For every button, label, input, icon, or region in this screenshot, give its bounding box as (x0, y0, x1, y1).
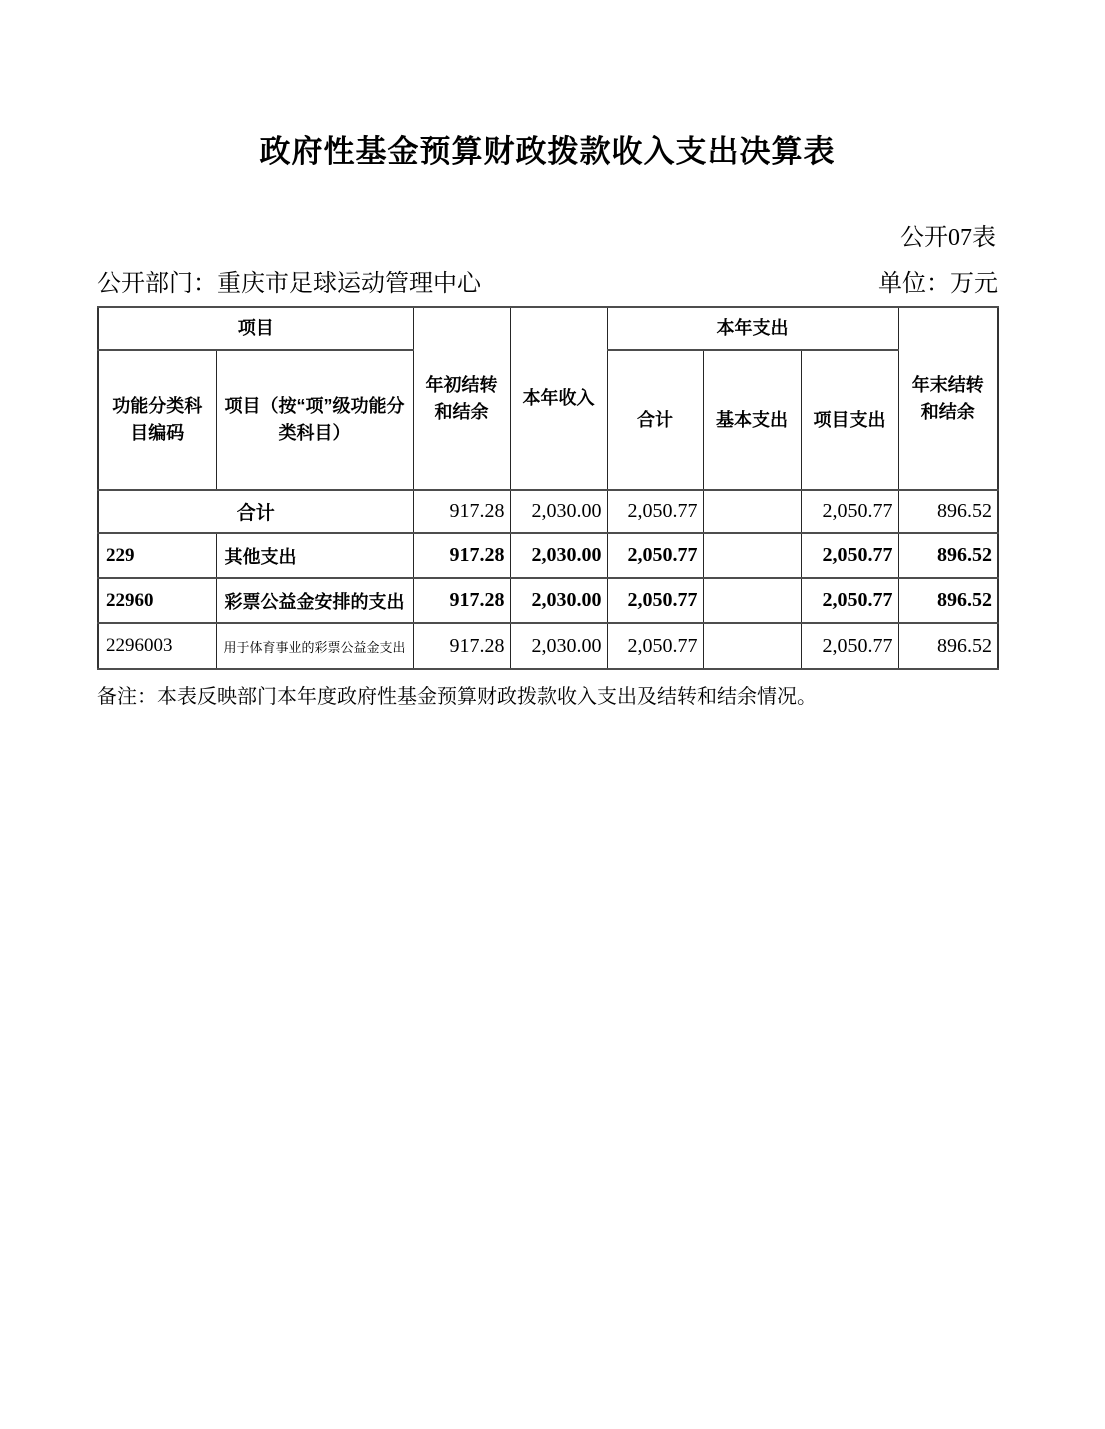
row-opening: 917.28 (413, 578, 510, 623)
header-basic: 基本支出 (703, 350, 801, 490)
header-closing-balance: 年末结转和结余 (898, 307, 998, 490)
header-income: 本年收入 (510, 307, 607, 490)
row-closing: 896.52 (898, 623, 998, 669)
row-closing: 896.52 (898, 578, 998, 623)
row-exp-total: 2,050.77 (607, 623, 703, 669)
header-project-exp: 项目支出 (801, 350, 898, 490)
row-code: 2296003 (98, 623, 216, 669)
header-project-group: 项目 (98, 307, 413, 350)
row-opening: 917.28 (413, 533, 510, 578)
budget-table (97, 306, 999, 670)
row-income: 2,030.00 (510, 623, 607, 669)
row-total-opening: 917.28 (413, 490, 510, 533)
row-total-income: 2,030.00 (510, 490, 607, 533)
row-total-closing: 896.52 (898, 490, 998, 533)
row-total-project-exp: 2,050.77 (801, 490, 898, 533)
meta-row (97, 268, 998, 300)
row-total-label: 合计 (98, 490, 413, 533)
table-row-total (98, 490, 998, 533)
unit-label: 单位：万元 (878, 271, 998, 297)
form-code-label: 公开07表 (900, 225, 996, 251)
table-row-22960 (98, 578, 998, 623)
header-expenditure-group: 本年支出 (607, 307, 898, 350)
row-basic (703, 623, 801, 669)
row-income: 2,030.00 (510, 578, 607, 623)
row-project-exp: 2,050.77 (801, 578, 898, 623)
row-project-exp: 2,050.77 (801, 623, 898, 669)
row-name: 其他支出 (216, 533, 413, 578)
header-project: 项目（按“项”级功能分类科目） (216, 350, 413, 490)
table-row-2296003 (98, 623, 998, 669)
row-closing: 896.52 (898, 533, 998, 578)
row-income: 2,030.00 (510, 533, 607, 578)
page-title: 政府性基金预算财政拨款收入支出决算表 (259, 134, 836, 169)
table-remark: 备注：本表反映部门本年度政府性基金预算财政拨款收入支出及结转和结余情况。 (97, 686, 817, 708)
row-project-exp: 2,050.77 (801, 533, 898, 578)
header-row-groups (98, 307, 998, 350)
header-total: 合计 (607, 350, 703, 490)
row-basic (703, 578, 801, 623)
table-row-229 (98, 533, 998, 578)
header-opening-balance: 年初结转和结余 (413, 307, 510, 490)
document-page (97, 0, 998, 711)
row-code: 22960 (98, 578, 216, 623)
row-code: 229 (98, 533, 216, 578)
row-exp-total: 2,050.77 (607, 578, 703, 623)
row-total-basic (703, 490, 801, 533)
row-exp-total: 2,050.77 (607, 533, 703, 578)
row-opening: 917.28 (413, 623, 510, 669)
row-name: 用于体育事业的彩票公益金支出 (216, 623, 413, 669)
row-total-exp-total: 2,050.77 (607, 490, 703, 533)
department-label: 公开部门：重庆市足球运动管理中心 (97, 271, 481, 297)
row-name: 彩票公益金安排的支出 (216, 578, 413, 623)
header-code: 功能分类科目编码 (98, 350, 216, 490)
row-basic (703, 533, 801, 578)
